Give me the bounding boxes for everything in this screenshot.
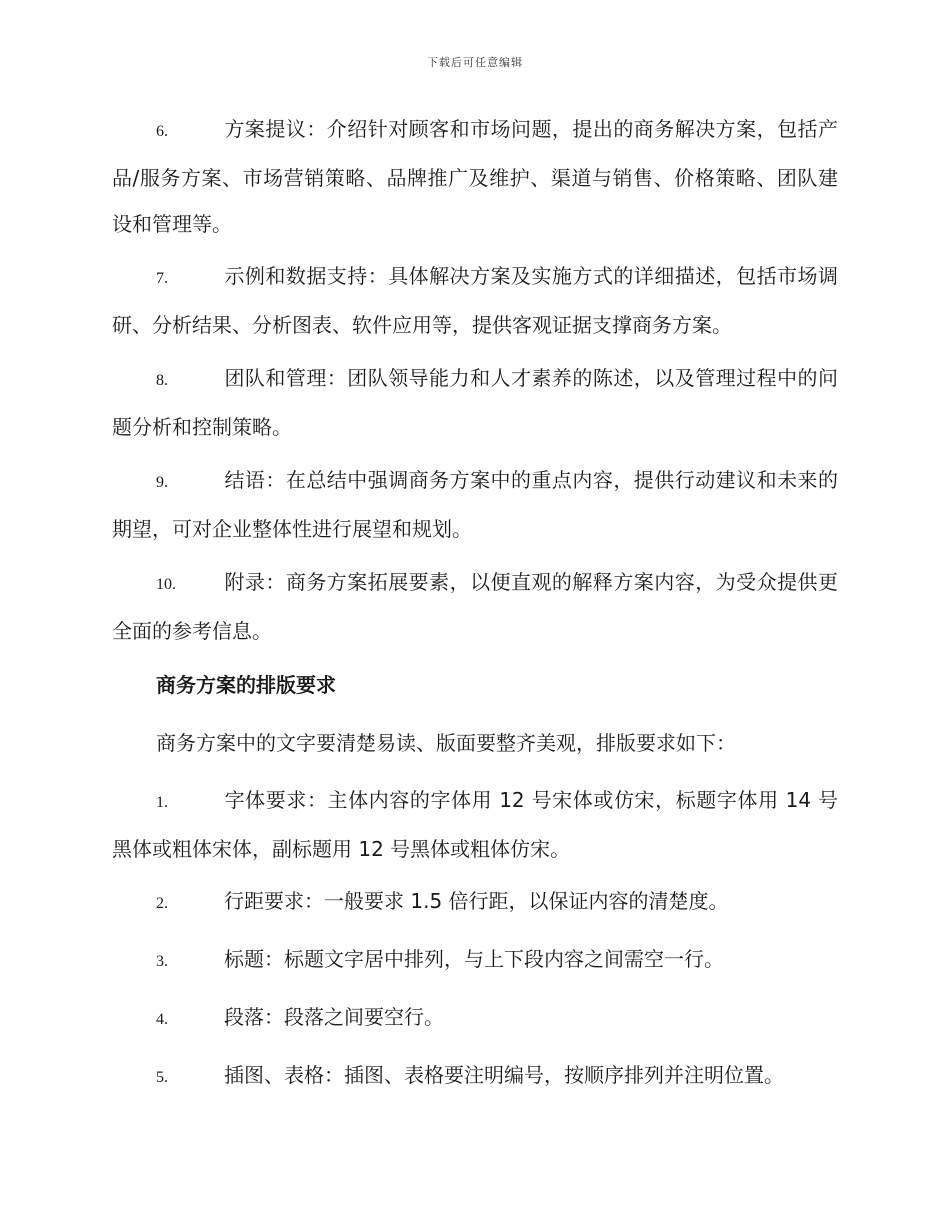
list-item-text: 示例和数据支持：具体解决方案及实施方式的详细描述，包括市场调研、分析结果、分析图表、软件应用等，提供客观证据支撑商务方案。: [112, 264, 838, 337]
list-item-text: 行距要求：一般要求 1.5 倍行距，以保证内容的清楚度。: [224, 889, 729, 913]
list-item: [112, 457, 838, 552]
list-item-text: 附录：商务方案拓展要素，以便直观的解释方案内容，为受众提供更全面的参考信息。: [112, 570, 838, 643]
list-item-number: 7.: [156, 270, 168, 287]
list-item: [112, 936, 838, 985]
list-item-number: 9.: [156, 474, 168, 491]
section-intro: 商务方案中的文字要清楚易读、版面要整齐美观，排版要求如下：: [156, 731, 736, 755]
list-item-number: 10.: [156, 576, 176, 593]
list-item: [112, 355, 838, 450]
list-item-text: 结语：在总结中强调商务方案中的重点内容，提供行动建议和未来的期望，可对企业整体性进行展望和规划。: [112, 468, 838, 541]
list-item: [112, 559, 838, 654]
list-item-number: 2.: [156, 895, 168, 912]
list-item: [112, 878, 838, 927]
list-item: [112, 1052, 838, 1101]
list-item-text: 插图、表格：插图、表格要注明编号，按顺序排列并注明位置。: [224, 1063, 784, 1087]
list-item-text: 字体要求：主体内容的字体用 12 号宋体或仿宋，标题字体用 14 号黑体或粗体宋体，副标题用 12 号黑体或粗体仿宋。: [112, 788, 838, 861]
list-item: [112, 777, 838, 872]
list-item-number: 4.: [156, 1011, 168, 1028]
list-item-text: 方案提议：介绍针对顾客和市场问题，提出的商务解决方案，包括产品/服务方案、市场营销策略、品牌推广及维护、渠道与销售、价格策略、团队建设和管理等。: [112, 117, 838, 236]
list-item-text: 标题：标题文字居中排列，与上下段内容之间需空一行。: [224, 947, 724, 971]
list-item: [112, 106, 838, 247]
list-item-number: 8.: [156, 372, 168, 389]
list-item-number: 1.: [156, 794, 168, 811]
list-item-number: 3.: [156, 953, 168, 970]
list-item: [112, 253, 838, 348]
list-item-text: 段落：段落之间要空行。: [224, 1005, 444, 1029]
list-item-number: 6.: [156, 123, 168, 140]
list-item: [112, 994, 838, 1043]
page-header: 下载后可任意编辑: [427, 56, 523, 69]
list-item-number: 5.: [156, 1069, 168, 1086]
list-item-text: 团队和管理：团队领导能力和人才素养的陈述，以及管理过程中的问题分析和控制策略。: [112, 366, 838, 439]
section-heading: 商务方案的排版要求: [156, 673, 336, 697]
